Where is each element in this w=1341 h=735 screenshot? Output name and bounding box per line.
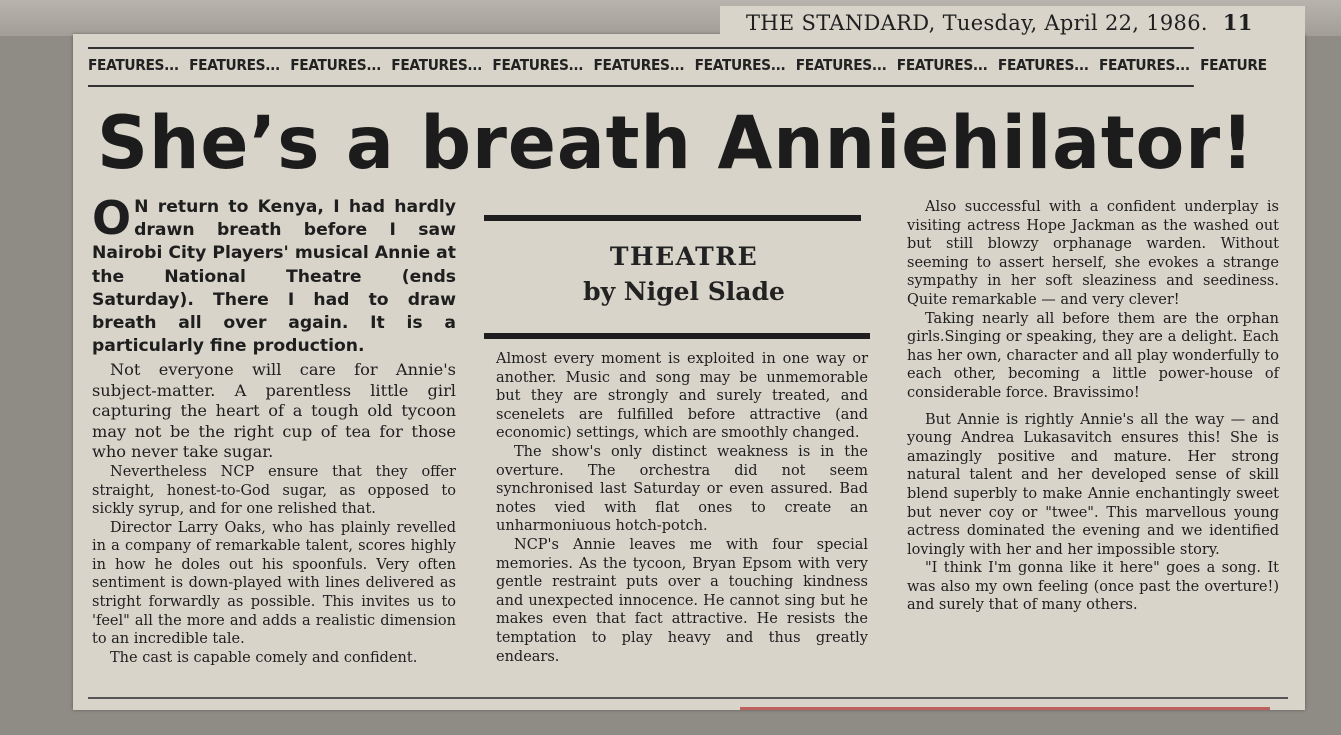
section-strip-item: FEATURES... (391, 56, 483, 74)
article-intro (92, 191, 456, 358)
section-strip-item: FEATURES... (896, 56, 988, 74)
paragraph: Also successful with a confident underplay is visiting actress Hope Jackman as the washed out but still blowzy orphanage warden. Without seeming to assert herself, she evokes a strange sympathy in her soft sleaziness and seediness. Quite remarkable — and very clever! (907, 199, 1279, 308)
section-strip (88, 47, 1267, 87)
headline: She’s a breath Anniehilator! (97, 101, 1255, 186)
bottom-rule (88, 697, 1288, 699)
paragraph: The show's only distinct weakness is in the overture. The orchestra did not seem synchronised last Saturday or even assured. Bad notes vied with flat ones to create an unharmoniuous hotch-potch. (496, 443, 868, 535)
section-strip-item: FEATURES... (694, 56, 786, 74)
article-column-1 (92, 191, 456, 667)
red-underline (740, 707, 1270, 710)
section-strip-item: FEATURES... (1098, 56, 1190, 74)
section-strip-item: FEATURES... (492, 56, 584, 74)
article-column-2 (496, 350, 868, 666)
byline-rule-top (484, 215, 861, 221)
paragraph: Nevertheless NCP ensure that they offer straight, honest-to-God sugar, as opposed to sickly syrup, and for one relished that. (92, 463, 456, 518)
paragraph: But Annie is rightly Annie's all the way — and young Andrea Lukasavitch ensures this! She is amazingly positive and mature. Her strong natural talent and her developed sense of skill blend superbly to make Annie enchantingly sweet but never coy or "twee". This marvellous young actress dominated the evening and we identified lovingly with her and her impossible story. (907, 411, 1279, 558)
paragraph: Director Larry Oaks, who has plainly revelled in a company of remarkable talent, scores highly in how he doles out his spoonfuls. Very often sentiment is down-played with lines delivered as stright forwardly as possible. This invites us to 'feel" all the more and adds a realistic dimension to an incredible tale. (92, 519, 456, 648)
paragraph: The cast is capable comely and confident. (110, 649, 418, 666)
section-strip-item: FEATURES... (290, 56, 381, 74)
paragraph: Taking nearly all before them are the orphan girls.Singing or speaking, they are a delight. Each has her own, character and all play wonderfully to each other, becoming a little power-house of considerable force. Bravissimo! (907, 310, 1279, 401)
article-column-3 (907, 198, 1279, 615)
section-strip-item: FEATURES... (88, 56, 179, 74)
paragraph: "I think I'm gonna like it here" goes a song. It was also my own feeling (once past the overture!) and surely that of many others. (907, 560, 1279, 614)
section-strip-item: FEATURES... (593, 56, 685, 74)
section-strip-item: FEATURES... (997, 56, 1089, 74)
section-strip-item: FEATURE (1200, 56, 1267, 74)
page-number: 11 (1222, 10, 1253, 35)
drop-cap: O (92, 191, 132, 245)
byline-rule-bottom (484, 333, 870, 339)
section-label: THEATRE (609, 242, 759, 271)
section-strip-item: FEATURES... (795, 56, 887, 74)
paragraph: Not everyone will care for Annie's subject-matter. A parentless little girl capturing the heart of a tough old tycoon may not be the right cup of tea for those who never take sugar. (92, 360, 456, 462)
article-intro-text: N return to Kenya, I had hardly drawn breath before I saw Nairobi City Players' musical Annie at the National Theatre (ends Saturday). There I had to draw breath all over again. It is a particularly fine production. (92, 197, 456, 357)
section-strip-item: FEATURES... (189, 56, 280, 74)
publication-date: Tuesday, April 22, 1986. (942, 11, 1208, 35)
author-byline: by Nigel Slade (583, 277, 785, 306)
masthead (746, 10, 1291, 35)
paragraph: NCP's Annie leaves me with four special memories. As the tycoon, Bryan Epsom with very gentle restraint puts over a touching kindness and unexpected innocence. He cannot sing but he makes even that fact attractive. He resists the temptation to play heavy and thus greatly endears. (496, 536, 868, 665)
publication-name: THE STANDARD, (746, 11, 936, 35)
byline-box (496, 242, 872, 306)
paragraph: Almost every moment is exploited in one way or another. Music and song may be unmemorable but they are strongly and surely treated, and scenelets are fulfilled before attractive (and economic) settings, which are smoothly changed. (496, 351, 868, 442)
